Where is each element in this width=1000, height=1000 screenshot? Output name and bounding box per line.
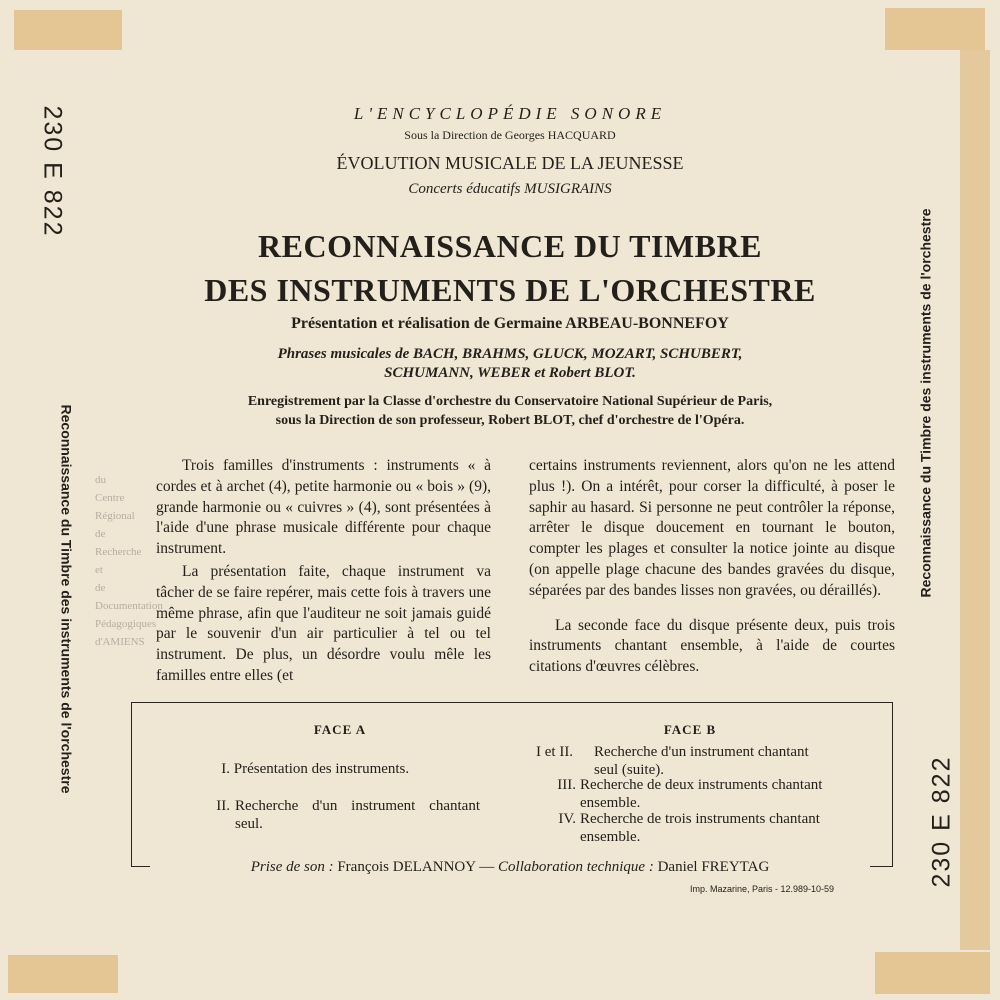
album-title — [120, 224, 900, 312]
text-column-right — [529, 456, 895, 678]
paragraph: La présentation faite, chaque instrument va tâcher de se faire repérer, mais cette fois à travers une même phrase, afin que l'auditeur ne soit jamais guidé par le souvenir d'un air particulier à tel ou tel instrument. De plus, un désordre voulu mêle les familles entre elles (et — [156, 562, 491, 684]
collection-name: ÉVOLUTION MUSICALE DE LA JEUNESSE — [336, 153, 684, 173]
technical-credits: Prise de son : François DELANNOY — Collaboration technique : Daniel FREYTAG — [150, 859, 870, 876]
face-b-heading: FACE B — [663, 722, 717, 737]
composers: Phrases musicales de BACH, BRAHMS, GLUCK, MOZART, SCHUBERT, SCHUMANN, WEBER et Robert BLOT. — [277, 346, 743, 381]
paragraph: Trois familles d'instruments : instruments « à cordes et à archet (4), petite harmonie ou « bois » (9), grande harmonie ou « cuivres » (4), sont présentées à l'aide d'une phrase musicale différente pour chaque instrument. — [156, 457, 491, 558]
spine-title-left: Reconnaissance du Timbre des instruments de l'orchestre — [58, 404, 75, 794]
library-stamp: du Centre Régional de Recherche et de Documentation Pédagogiques d'AMIENS — [95, 474, 163, 648]
tape-bottom-right — [875, 952, 990, 994]
catalog-number-right: 230 E 822 — [927, 755, 956, 888]
face-a-item: I. Présentation des instruments. — [221, 761, 410, 777]
album-title-line-2: DES INSTRUMENTS DE L'ORCHESTRE — [204, 272, 816, 308]
tape-bottom-left — [8, 955, 118, 993]
face-b-item: III. Recherche de deux instruments chantant ensemble. — [557, 777, 823, 811]
text-column-left — [156, 456, 491, 687]
subcollection-name: Concerts éducatifs MUSIGRAINS — [408, 181, 612, 197]
spine-title-right: Reconnaissance du Timbre des instruments de l'orchestre — [917, 208, 934, 598]
recording-credit: Enregistrement par la Classe d'orchestre du Conservatoire National Supérieur de Paris, sous la Direction de son professeur, Robert BLOT, chef d'orchestre de l'Opéra. — [247, 394, 773, 428]
album-title-line-1: RECONNAISSANCE DU TIMBRE — [258, 228, 762, 264]
face-a-heading: FACE A — [313, 722, 367, 737]
face-a-item: II. Recherche d'un instrument chantant seul. — [216, 798, 480, 832]
paragraph: certains instruments reviennent, alors qu'on ne les attend plus !). On a intérêt, pour corser la difficulté, à poser le saphir au hasard. Si personne ne peut contrôler la réponse, arrêter le disque doucement en tournant le bouton, compter les plages et consulter la notice jointe au disque (on appelle plage chacune des bandes gravées du disque, séparées par des bandes lisses non gravées, ou déraillés). — [529, 457, 895, 599]
presentation-credit: Présentation et réalisation de Germaine ARBEAU-BONNEFOY — [291, 315, 729, 332]
series-direction: Sous la Direction de Georges HACQUARD — [404, 128, 616, 142]
paragraph: La seconde face du disque présente deux, puis trois instruments chantant ensemble, à l'aide de courtes citations d'œuvres célèbres. — [529, 616, 895, 676]
tape-top-right — [885, 8, 985, 50]
face-b-item: I et II. Recherche d'un instrument chantant seul (suite). — [536, 744, 809, 778]
catalog-number-left: 230 E 822 — [38, 105, 67, 238]
series-name: L'ENCYCLOPÉDIE SONORE — [353, 104, 667, 123]
printer-imprint: Imp. Mazarine, Paris - 12.989-10-59 — [690, 884, 835, 894]
tape-top-left — [14, 10, 122, 50]
face-b-item: IV. Recherche de trois instruments chantant ensemble. — [558, 811, 820, 845]
